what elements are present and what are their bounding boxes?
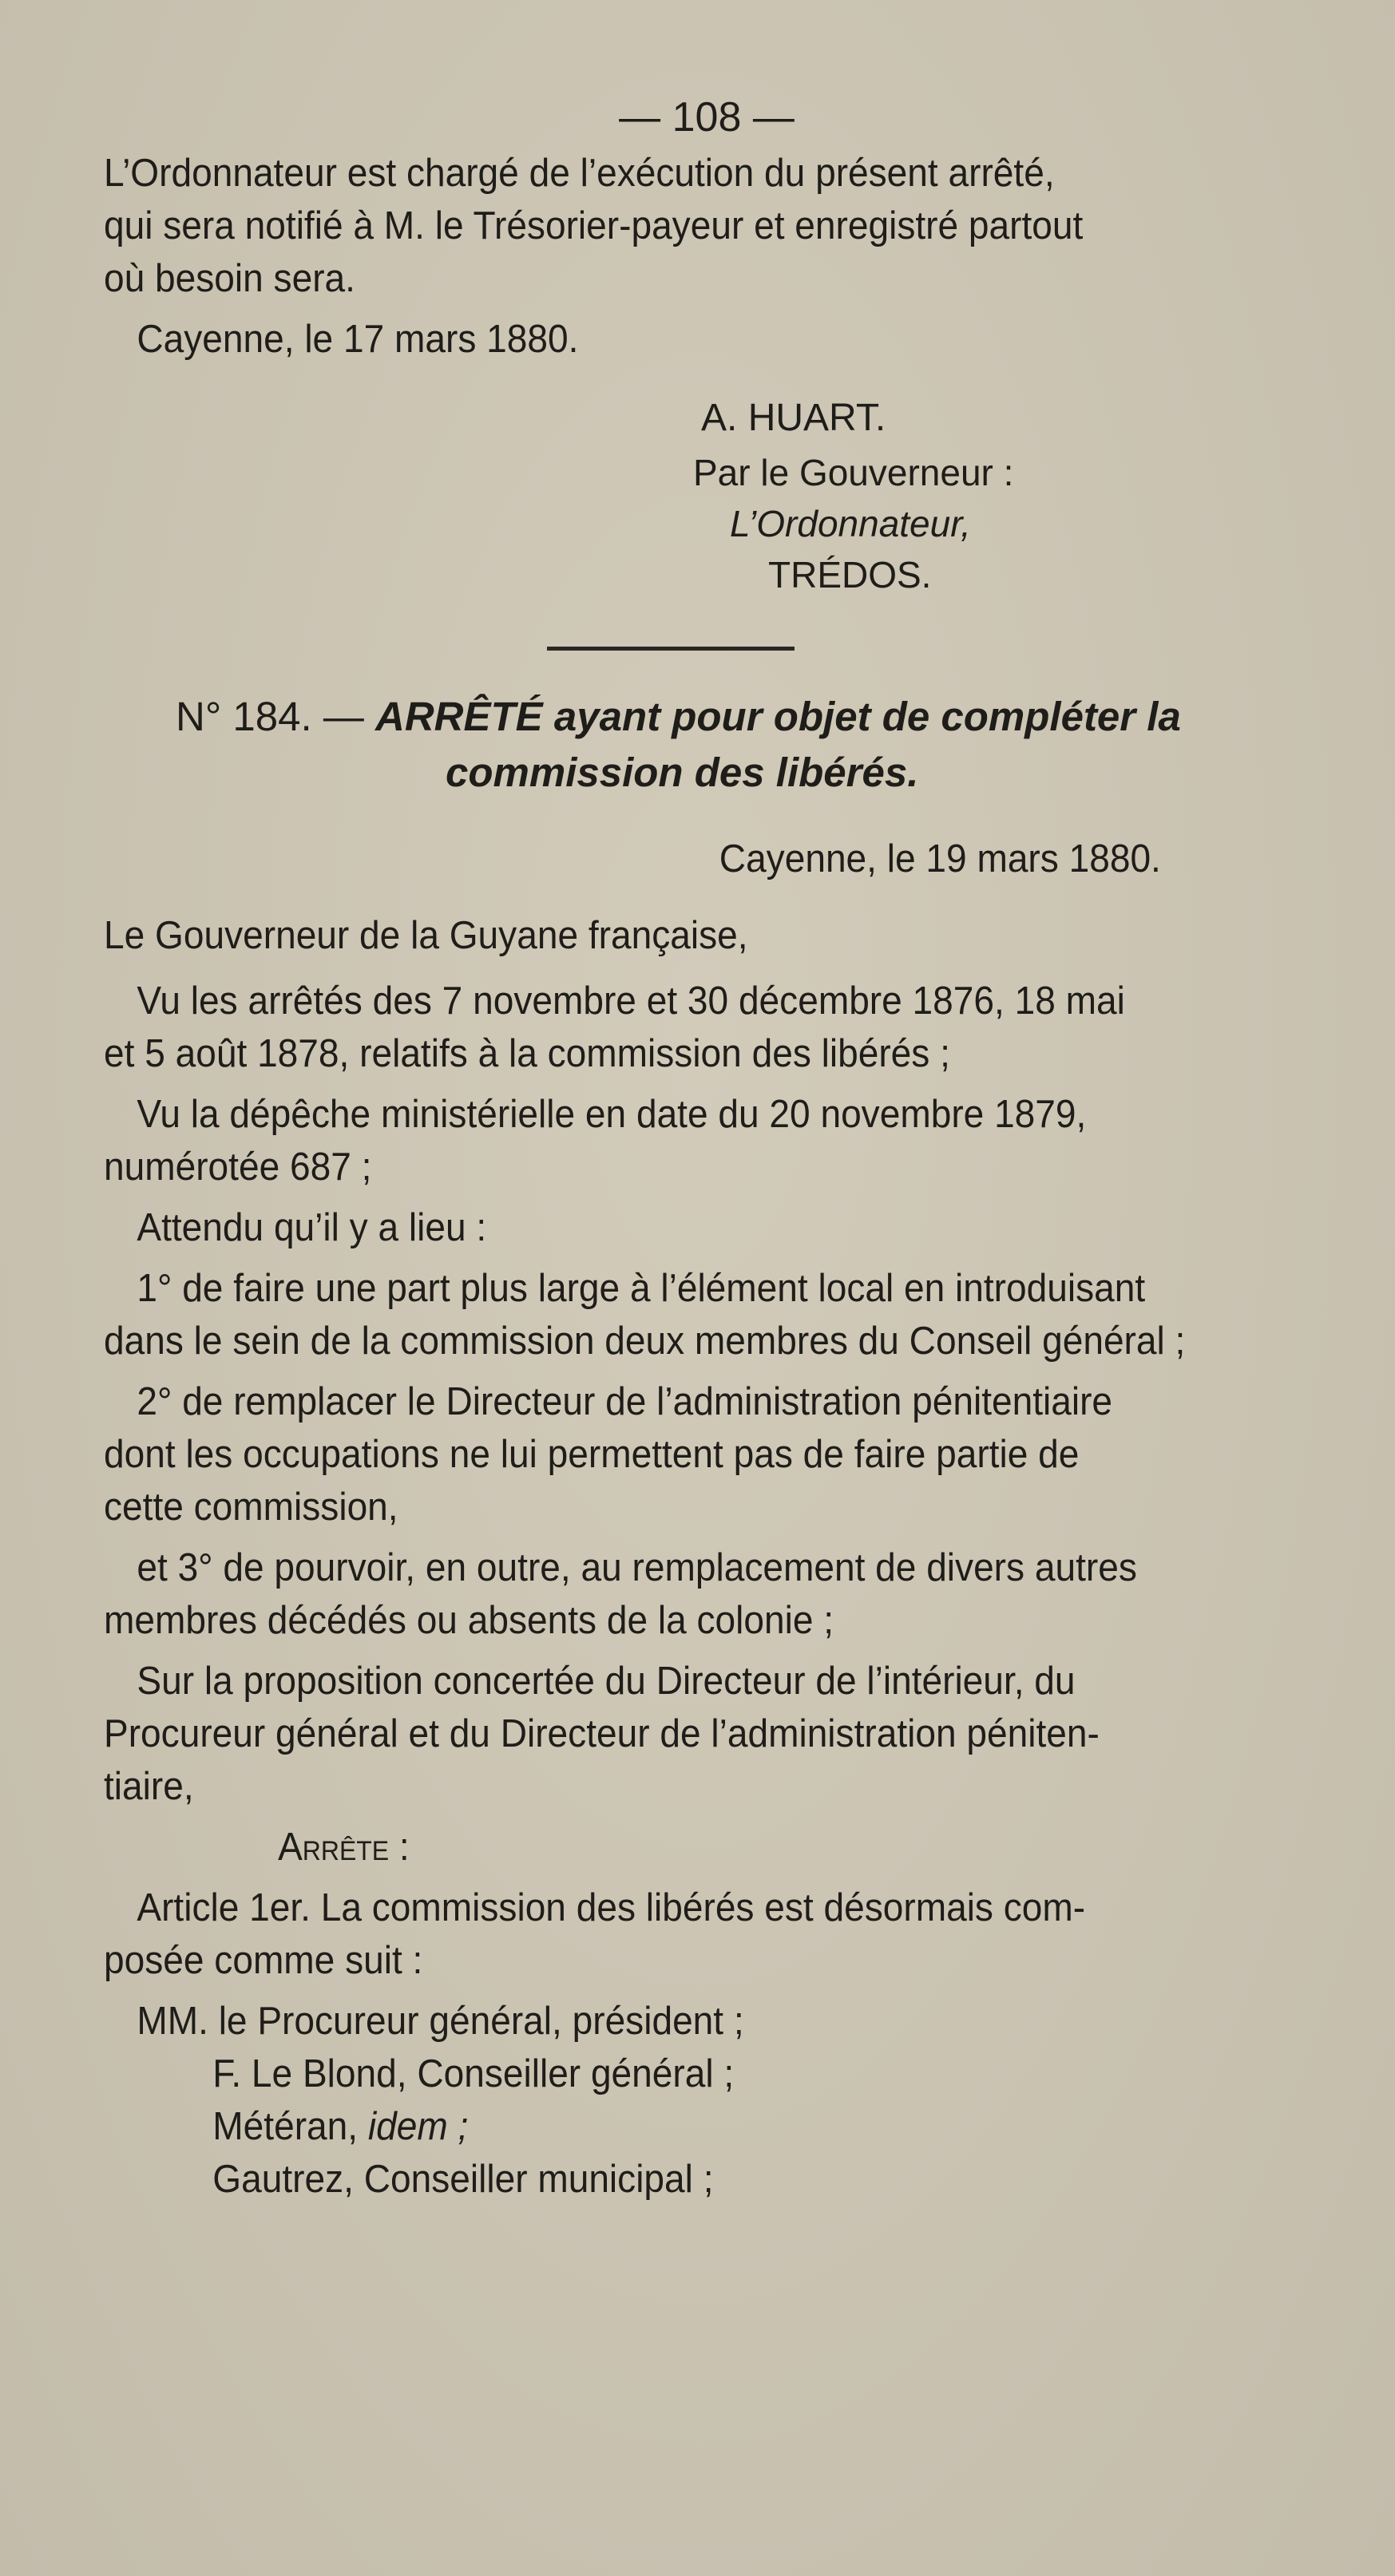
intro-date: Cayenne, le 17 mars 1880. bbox=[137, 318, 579, 361]
member-name: Météran, bbox=[212, 2105, 359, 2148]
document-page bbox=[104, 89, 1310, 2206]
article-1 bbox=[104, 1882, 1310, 1987]
point1-line: 1° de faire une part plus large à l’élément local en introduisant bbox=[137, 1267, 1146, 1310]
sur-line: tiaire, bbox=[104, 1765, 194, 1808]
article-line: posée comme suit : bbox=[104, 1939, 423, 1982]
decree-number: N° 184. — bbox=[176, 694, 364, 739]
decree-title bbox=[104, 689, 1310, 745]
decree-title-part1: ARRÊTÉ ayant pour objet de compléter la bbox=[375, 694, 1181, 739]
intro-paragraph bbox=[104, 147, 1310, 305]
vu2-line: Vu la dépêche ministérielle en date du 20 novembre 1879, bbox=[137, 1093, 1087, 1136]
member-item: F. Le Blond, Conseiller général ; bbox=[212, 2052, 735, 2095]
intro-line: qui sera notifié à M. le Trésorier-payeur et enregistré partout bbox=[104, 204, 1084, 247]
vu2-line: numérotée 687 ; bbox=[104, 1146, 372, 1189]
signature-name: A. HUART. bbox=[701, 397, 886, 439]
vu-paragraph-2 bbox=[104, 1088, 1310, 1193]
intro-line: L’Ordonnateur est chargé de l’exécution du présent arrêté, bbox=[104, 152, 1055, 195]
point1-line: dans le sein de la commission deux membres du Conseil général ; bbox=[104, 1320, 1186, 1363]
page-number: — 108 — bbox=[619, 94, 795, 140]
point2-line: cette commission, bbox=[104, 1486, 398, 1529]
decree-title-part2: commission des libérés. bbox=[446, 750, 919, 795]
sur-line: Procureur général et du Directeur de l’administration péniten- bbox=[104, 1712, 1100, 1755]
member-idem: idem ; bbox=[367, 2105, 469, 2148]
point3-line: membres décédés ou absents de la colonie ; bbox=[104, 1599, 834, 1642]
point-3 bbox=[104, 1541, 1310, 1647]
decree-place-date: Cayenne, le 19 mars 1880. bbox=[719, 837, 1161, 880]
arrete-heading: Arrête : bbox=[278, 1826, 410, 1869]
attendu-line: Attendu qu’il y a lieu : bbox=[137, 1206, 487, 1249]
article-line: Article 1er. La commission des libérés est désormais com- bbox=[137, 1886, 1086, 1929]
point3-line: et 3° de pourvoir, en outre, au remplacement de divers autres bbox=[137, 1546, 1137, 1589]
point2-line: dont les occupations ne lui permettent pas de faire partie de bbox=[104, 1433, 1080, 1476]
member-list-head: MM. le Procureur général, président ; bbox=[137, 2000, 744, 2043]
signature-signer: TRÉDOS. bbox=[768, 554, 932, 596]
vu-paragraph-1 bbox=[104, 975, 1310, 1080]
vu1-line: Vu les arrêtés des 7 novembre et 30 décembre 1876, 18 mai bbox=[137, 979, 1125, 1023]
point2-line: 2° de remplacer le Directeur de l’administration pénitentiaire bbox=[137, 1380, 1113, 1423]
gouverneur-line: Le Gouverneur de la Guyane française, bbox=[104, 914, 748, 957]
vu1-line: et 5 août 1878, relatifs à la commission des libérés ; bbox=[104, 1032, 950, 1075]
signature-role: L’Ordonnateur, bbox=[730, 503, 971, 544]
point-2 bbox=[104, 1375, 1310, 1533]
point-1 bbox=[104, 1262, 1310, 1367]
section-divider bbox=[547, 647, 795, 651]
member-item: Gautrez, Conseiller municipal ; bbox=[212, 2158, 714, 2201]
sur-proposition bbox=[104, 1655, 1310, 1813]
sur-line: Sur la proposition concertée du Directeur de l’intérieur, du bbox=[137, 1660, 1076, 1703]
intro-line: où besoin sera. bbox=[104, 257, 355, 300]
member-item bbox=[104, 2100, 1237, 2153]
signature-by: Par le Gouverneur : bbox=[693, 452, 1014, 493]
